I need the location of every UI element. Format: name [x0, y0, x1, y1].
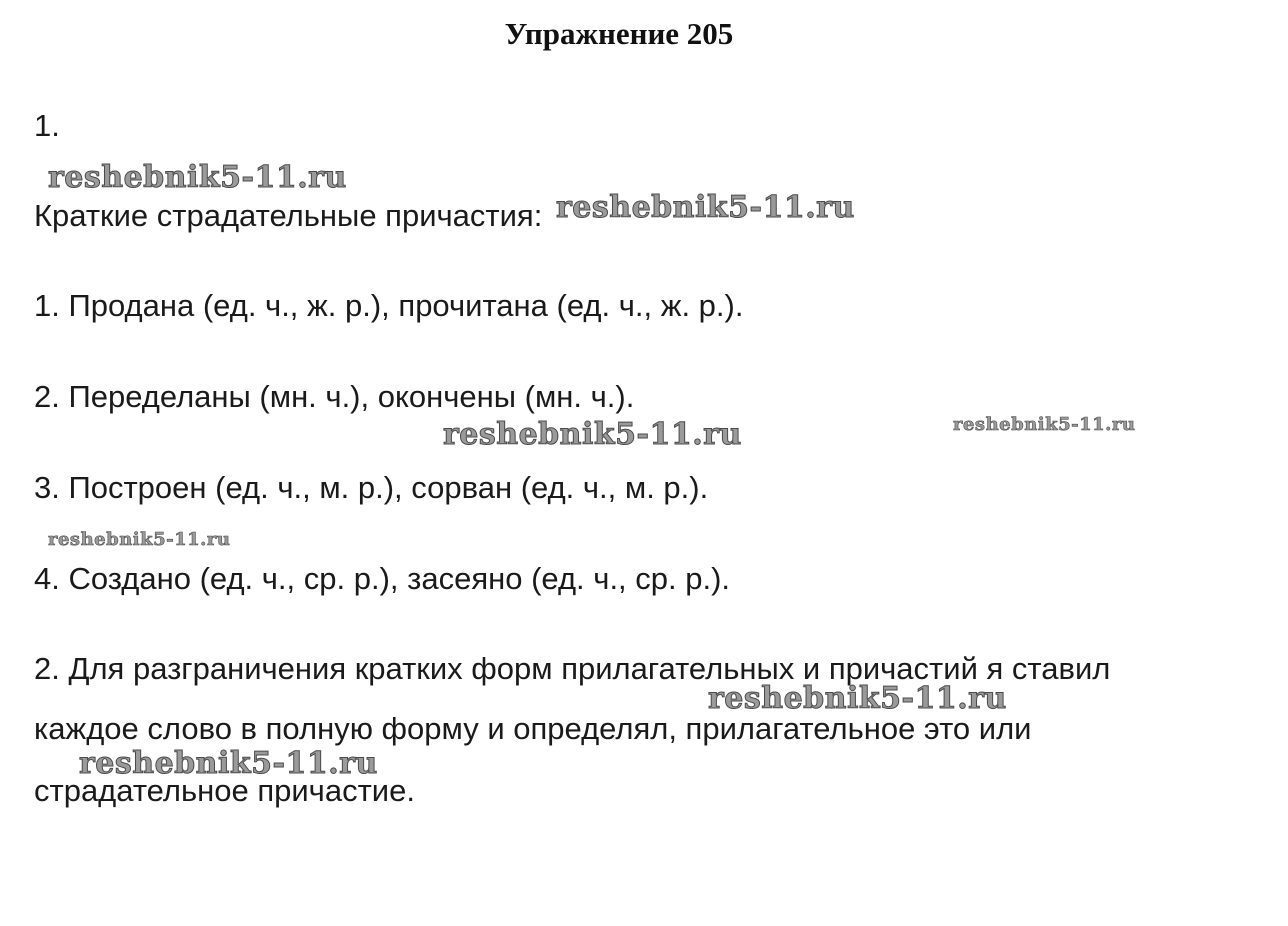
answer-line-4: 4. Создано (ед. ч., ср. р.), засеяно (ед. ч., ср. р.). — [34, 561, 731, 596]
explanation-line-2: каждое слово в полную форму и определял, прилагательное это или — [34, 711, 1032, 746]
answer-line-2: 2. Переделаны (мн. ч.), окончены (мн. ч.). — [34, 379, 635, 414]
watermark: reshebnik5-11.ru — [443, 417, 742, 452]
watermark: reshebnik5-11.ru — [953, 414, 1136, 435]
watermark: reshebnik5-11.ru — [48, 529, 231, 550]
watermark: reshebnik5-11.ru — [79, 746, 378, 781]
explanation-line-3: страдательное причастие. — [34, 773, 415, 808]
answer-line-3: 3. Построен (ед. ч., м. р.), сорван (ед. ч., м. р.). — [34, 470, 709, 505]
answer-line-1: 1. Продана (ед. ч., ж. р.), прочитана (ед. ч., ж. р.). — [34, 288, 744, 323]
exercise-title: Упражнение 205 — [504, 16, 734, 51]
watermark: reshebnik5-11.ru — [48, 160, 347, 195]
section-number-1: 1. — [34, 108, 60, 143]
section-heading: Краткие страдательные причастия: — [34, 198, 543, 233]
explanation-line-1: 2. Для разграничения кратких форм прилагательных и причастий я ставил — [34, 651, 1111, 686]
watermark: reshebnik5-11.ru — [556, 190, 855, 225]
watermark: reshebnik5-11.ru — [708, 681, 1007, 716]
